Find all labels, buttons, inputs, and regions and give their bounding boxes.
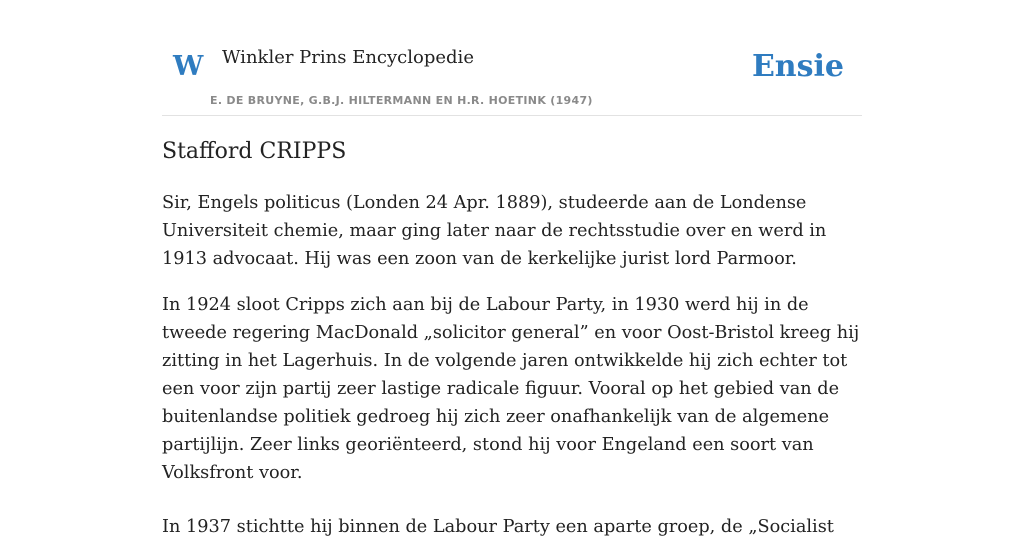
winkler-prins-logo[interactable]: W: [173, 51, 204, 82]
source-byline: E. DE BRUYNE, G.B.J. HILTERMANN EN H.R. HOETINK (1947): [210, 94, 593, 107]
article-paragraph: In 1937 stichtte hij binnen de Labour Party een aparte groep, de „Socialist: [162, 516, 834, 537]
site-header: [162, 40, 862, 116]
article-paragraph: In 1924 sloot Cripps zich aan bij de Labour Party, in 1930 werd hij in de tweede regering MacDonald „solicitor general” en voor Oost-Bristol kreeg hij zitting in het Lagerhuis. In de volgende jaren ontwikkelde hij zich echter tot een voor zijn partij zeer lastige radicale figuur. Vooral op het gebied van de buitenlandse politiek gedroeg hij zich zeer onafhankelijk van de algemene partijlijn. Zeer links georiënteerd, stond hij voor Engeland een soort van Volksfront voor.: [162, 294, 860, 483]
ensie-logo[interactable]: Ensie: [751, 49, 844, 84]
article-title: Stafford CRIPPS: [162, 139, 347, 164]
site-title[interactable]: Winkler Prins Encyclopedie: [222, 47, 474, 68]
article: [162, 138, 867, 559]
article-paragraph: Sir, Engels politicus (Londen 24 Apr. 1889), studeerde aan de Londense Universiteit chemie, maar ging later naar de rechtsstudie over en werd in 1913 advocaat. Hij was een zoon van de kerkelijke jurist lord Parmoor.: [162, 192, 827, 269]
